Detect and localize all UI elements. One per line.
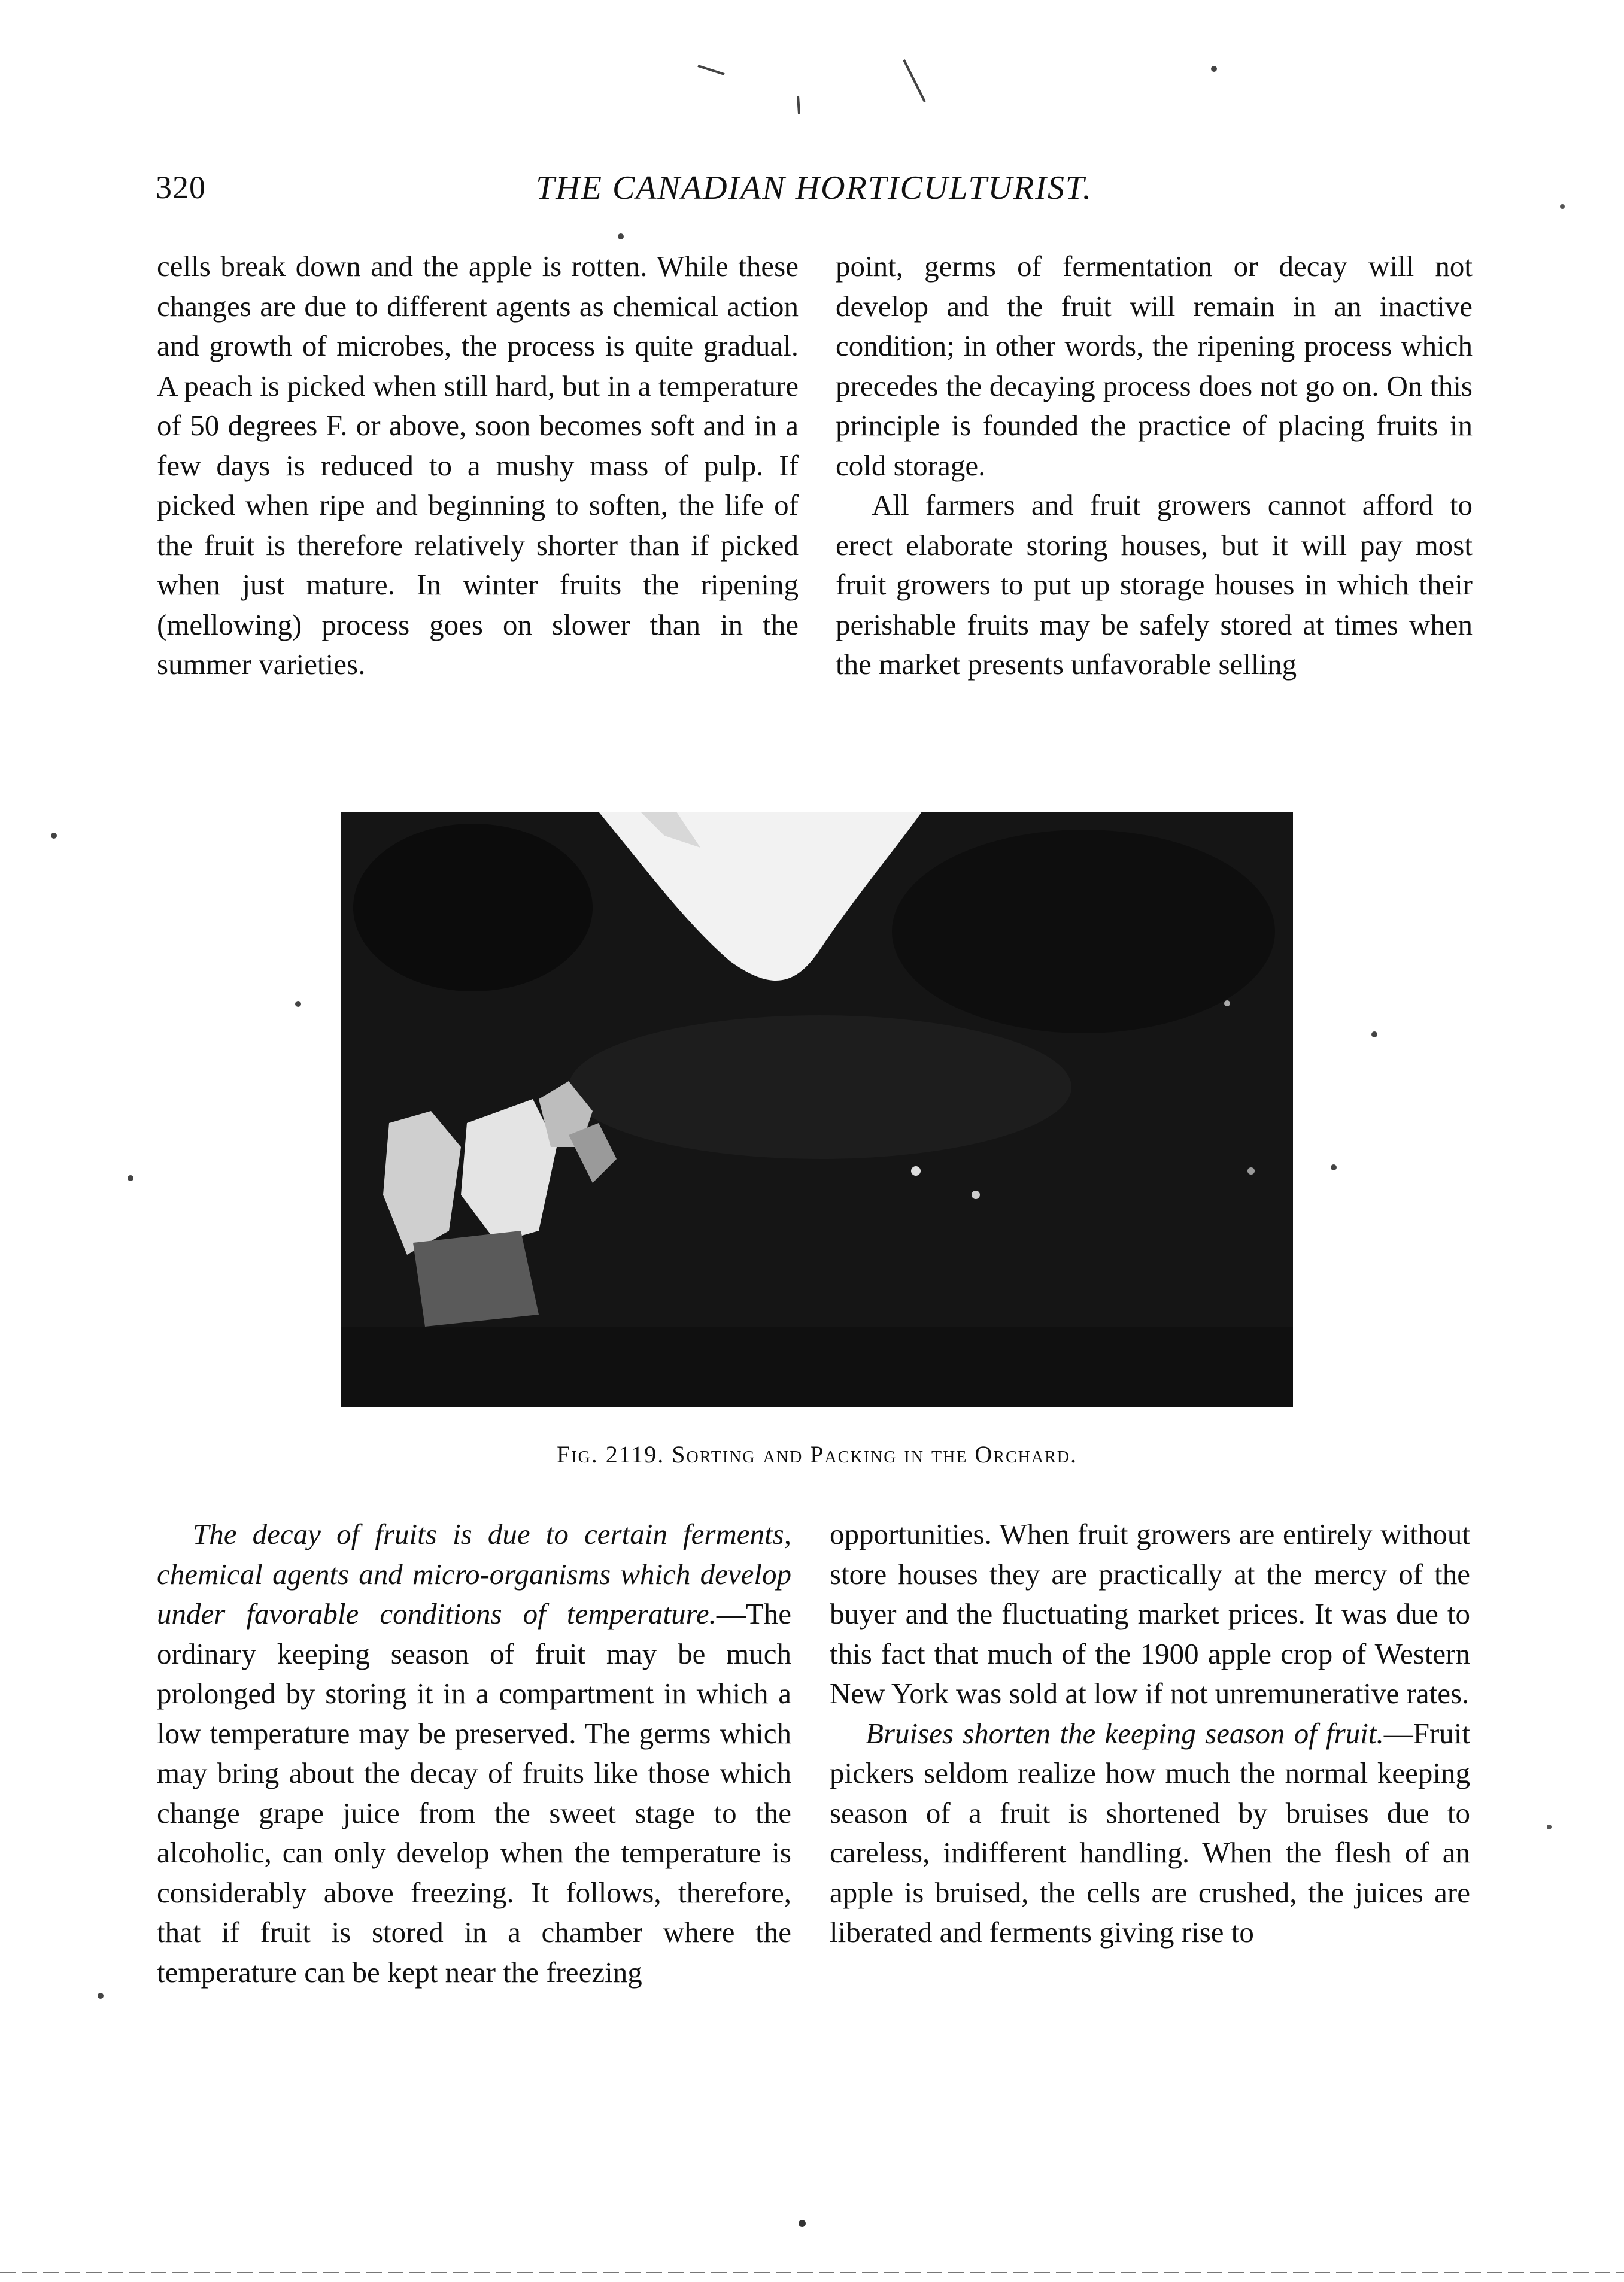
paragraph: All farmers and fruit growers cannot afford to erect elaborate storing houses, but it will pay most fruit growers to put up storage houses in which their perishable fruits may be safely stored at times when the market presents unfavorable selling [836,488,1473,681]
figure-caption: Fig. 2119. Sorting and Packing in the Orchard. [557,1441,1077,1468]
column-bottom-left [157,1515,791,1992]
paragraph-body: —The ordinary keeping season of fruit may be much prolonged by storing it in a compartment in which a low temperature may be preserved. The germs which may bring about the decay of fruits like those which change grape juice from the sweet stage to the alcoholic, can only develop when the temperature is considerably above freezing. It follows, therefore, that if fruit is stored in a chamber where the temperature can be kept near the freezing [157,1597,791,1989]
paragraph: opportunities. When fruit growers are entirely without store houses they are practically at the mercy of the buyer and the fluctuating market prices. It was due to this fact that much of the 1900 apple crop of Western New York was sold at low if not unremunerative rates. [830,1518,1470,1710]
column-bottom-right [830,1515,1470,1953]
section-lead-in: The decay of fruits is due to certain ferments, chemical agents and micro-organisms which develop under favorable conditions of temperature. [157,1518,791,1630]
column-top-right [836,247,1473,685]
paragraph: point, germs of fermentation or decay will not develop and the fruit will remain in an inactive condition; in other words, the ripening process which precedes the decaying process does not go on. On this principle is founded the practice of placing fruits in cold storage. [836,250,1473,482]
section-lead-in: Bruises shorten the keeping season of fruit. [866,1716,1384,1750]
page-number: 320 [156,169,206,205]
orchard-photo [341,812,1293,1407]
running-head: THE CANADIAN HORTICULTURIST. [536,169,1092,207]
paragraph-body: —Fruit pickers seldom realize how much the normal keeping season of a fruit is shortened by bruises due to careless, indifferent handling. When the flesh of an apple is bruised, the cells are crushed, the juices are liberated and ferments giving rise to [830,1716,1470,1949]
paragraph [830,1714,1470,1953]
column-top-left [157,247,799,685]
paragraph: cells break down and the apple is rotten. While these changes are due to different agents as chemical action and growth of microbes, the process is quite gradual. A peach is picked when still hard, but in a temperature of 50 degrees F. or above, soon becomes soft and in a few days is reduced to a mushy mass of pulp. If picked when ripe and beginning to soften, the life of the fruit is therefore relatively shorter than if picked when just mature. In winter fruits the ripening (mellowing) process goes on slower than in the summer varieties. [157,250,799,681]
paragraph [157,1515,791,1992]
